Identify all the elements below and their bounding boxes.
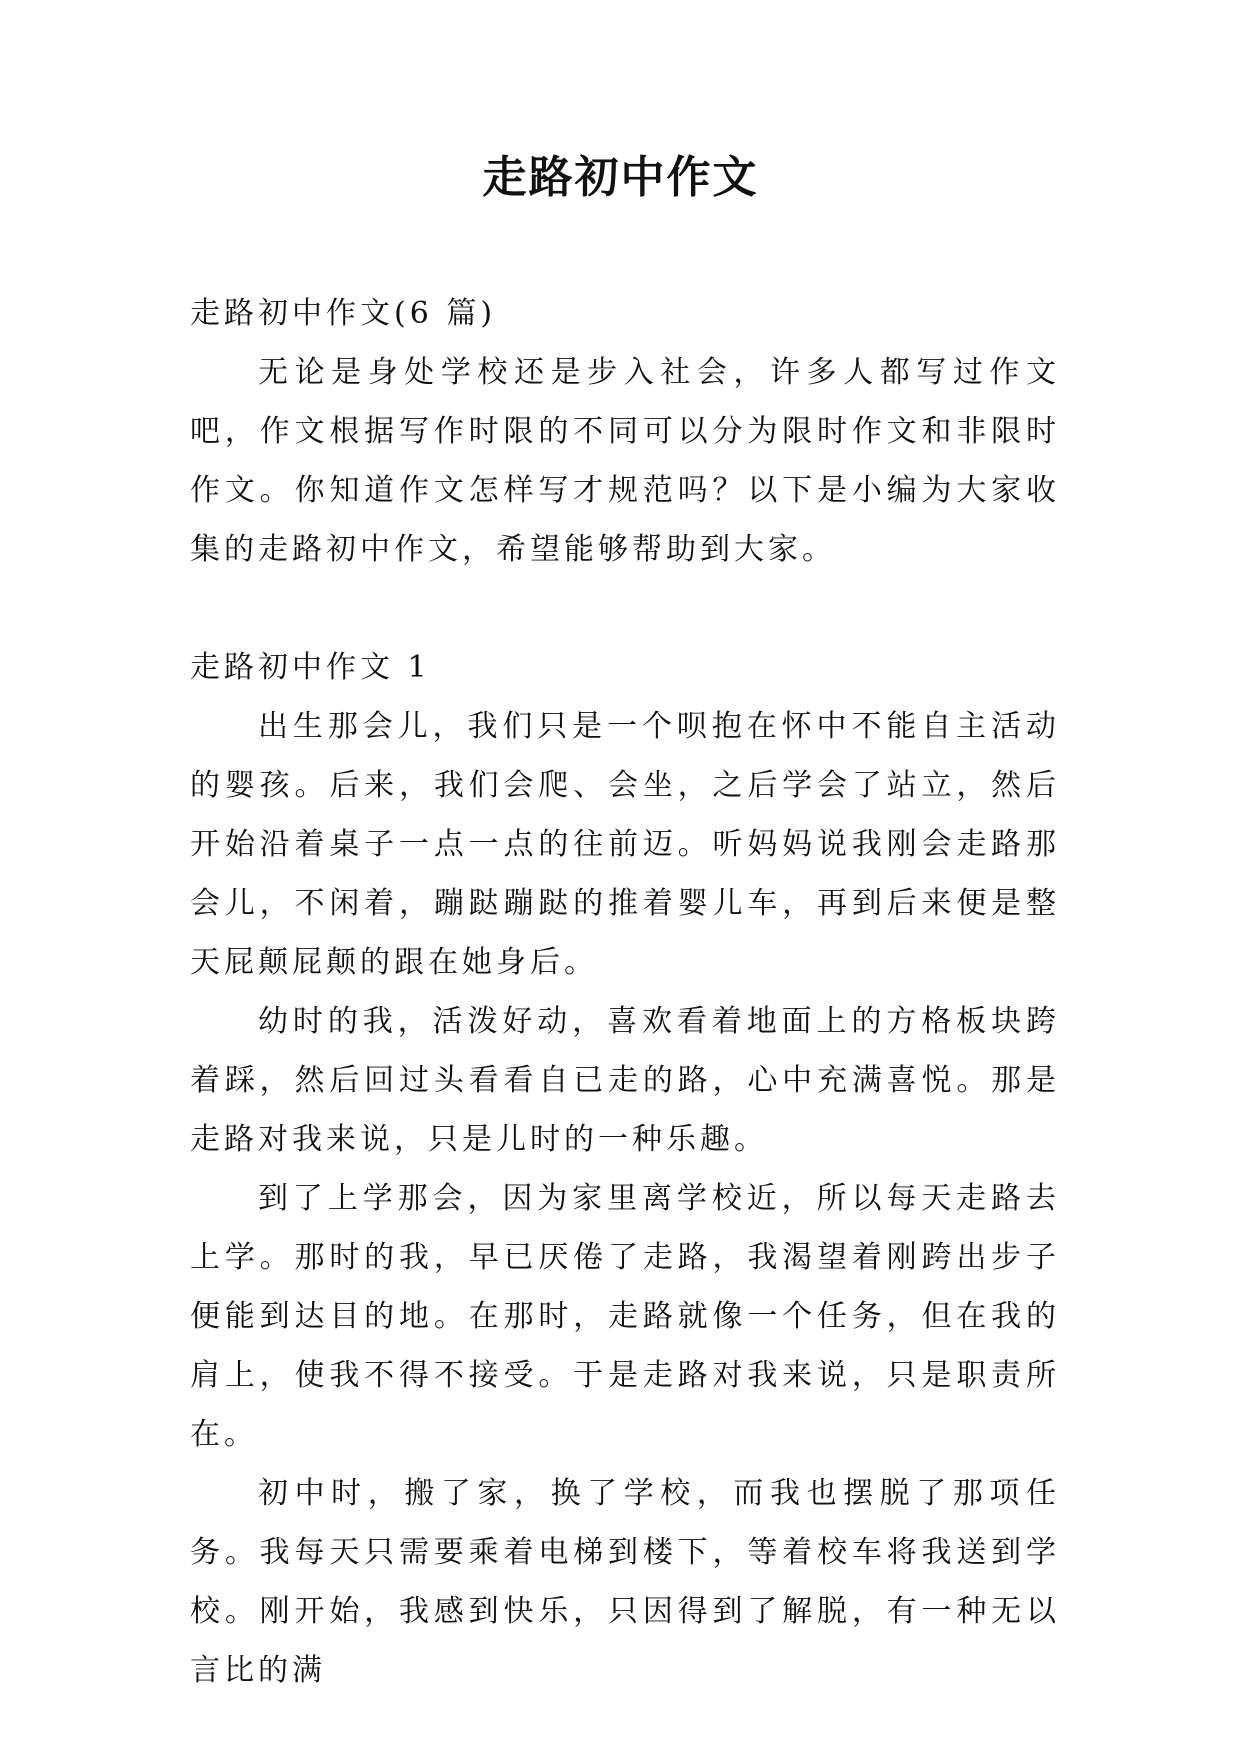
document-body — [190, 284, 1060, 1700]
section-spacer — [190, 579, 1060, 638]
body-paragraph: 出生那会儿，我们只是一个呗抱在怀中不能自主活动的婴孩。后来，我们会爬、会坐，之后学会了站立，然后开始沿着桌子一点一点的往前迈。听妈妈说我刚会走路那会儿，不闲着，蹦跶蹦跶的推着婴儿车，再到后来便是整天屁颠屁颠的跟在她身后。 — [190, 709, 1060, 980]
body-paragraph: 到了上学那会，因为家里离学校近，所以每天走路去上学。那时的我，早已厌倦了走路，我渴望着刚跨出步子便能到达目的地。在那时，走路就像一个任务，但在我的肩上，使我不得不接受。于是走路对我来说，只是职责所在。 — [190, 1181, 1060, 1452]
intro-paragraph: 无论是身处学校还是步入社会，许多人都写过作文吧，作文根据写作时限的不同可以分为限时作文和非限时作文。你知道作文怎样写才规范吗？以下是小编为大家收集的走路初中作文，希望能够帮助到大家。 — [190, 355, 1060, 567]
body-paragraph: 幼时的我，活泼好动，喜欢看着地面上的方格板块跨着踩，然后回过头看看自已走的路，心中充满喜悦。那是走路对我来说，只是儿时的一种乐趣。 — [190, 1004, 1060, 1157]
document-title: 走路初中作文 — [482, 152, 759, 203]
section-heading: 走路初中作文 1 — [190, 650, 431, 685]
intro-heading: 走路初中作文(6 篇) — [190, 296, 497, 331]
body-paragraph: 初中时，搬了家，换了学校，而我也摆脱了那项任务。我每天只需要乘着电梯到楼下，等着校车将我送到学校。刚开始，我感到快乐，只因得到了解脱，有一种无以言比的满 — [190, 1476, 1060, 1688]
